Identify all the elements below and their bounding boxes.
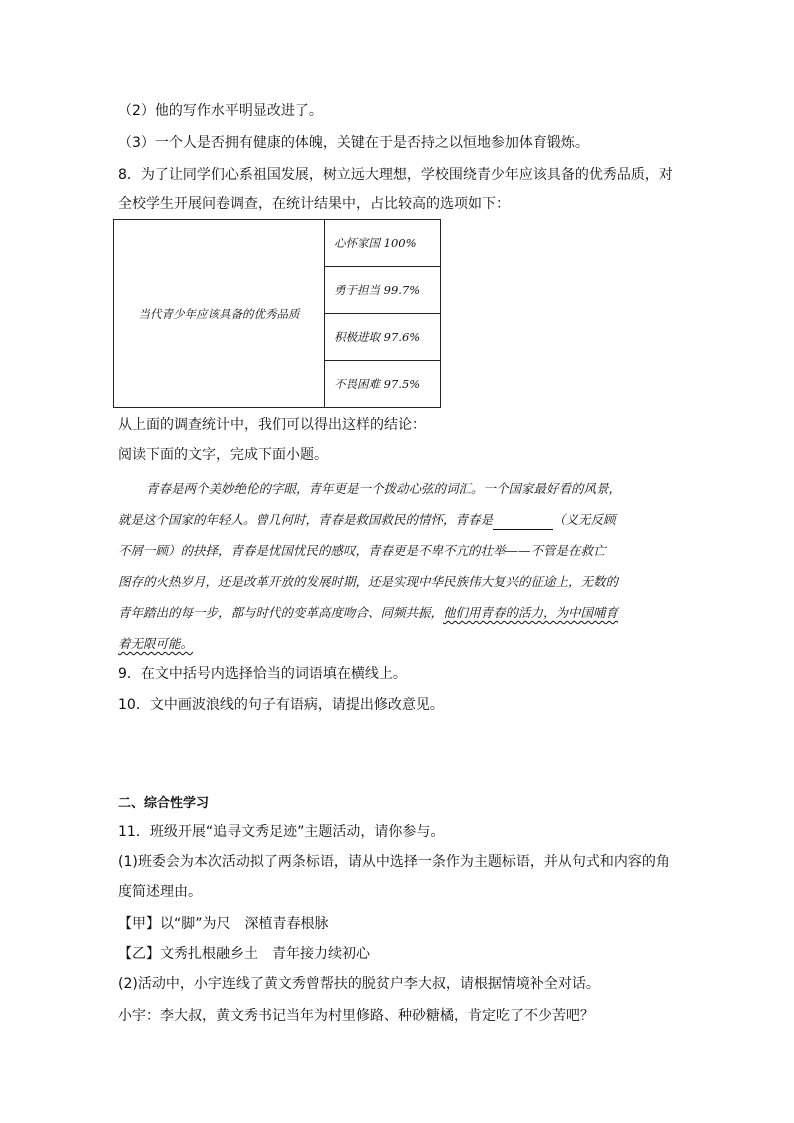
reading-text: （义无反顾	[553, 512, 616, 527]
reading-text: 就是这个国家的年轻人。曾几何时，青春是救国救民的情怀，青春是	[118, 512, 494, 527]
q9-text: 9．在文中括号内选择恰当的词语填在横线上。	[118, 666, 407, 682]
reading-paragraph-line-4: 图存的火热岁月，还是改革开放的发展时期，还是实现中华民族伟大复兴的征途上，无数的	[118, 574, 619, 589]
reading-paragraph-line-5	[118, 603, 618, 623]
survey-table	[113, 219, 441, 408]
q7-item-3: （3）一个人是否拥有健康的体魄，关键在于是否持之以恒地参加体育锻炼。	[118, 135, 589, 151]
reading-paragraph-line-6	[118, 634, 193, 654]
q10-text: 10．文中画波浪线的句子有语病，请提出修改意见。	[118, 697, 444, 713]
survey-option: 积极进取 97.6%	[325, 314, 441, 361]
section-2-title: 二、综合性学习	[118, 796, 210, 811]
reading-text: 青年踏出的每一步，都与时代的变革高度吻合、同频共振，	[118, 605, 444, 620]
q11-text: 11．班级开展“追寻文秀足迹”主题活动，请你参与。	[118, 824, 445, 840]
survey-option: 勇于担当 99.7%	[325, 267, 441, 314]
q8-stem-line-2: 全校学生开展问卷调查，在统计结果中，占比较高的选项如下：	[118, 196, 510, 212]
slogan-jia: 【甲】以“脚”为尺 深植青春根脉	[118, 916, 329, 932]
wavy-underlined-sentence: 着无限可能。	[118, 636, 194, 651]
survey-option: 心怀家国 100%	[325, 220, 441, 267]
q11-2-text: (2)活动中，小宇连线了黄文秀曾帮扶的脱贫户李大叔，请根据情境补全对话。	[118, 976, 600, 992]
q11-1-line-1: (1)班委会为本次活动拟了两条标语，请从中选择一条作为主题标语，并从句式和内容的角	[118, 854, 670, 870]
fill-in-blank[interactable]	[493, 515, 553, 530]
q7-item-2: （2）他的写作水平明显改进了。	[118, 103, 323, 119]
reading-paragraph-line-2	[118, 510, 616, 530]
reading-paragraph-line-1: 青春是两个美妙绝伦的字眼，青年更是一个拨动心弦的词汇。一个国家最好看的风景，	[146, 481, 622, 496]
reading-paragraph-line-3: 不屑一顾）的抉择，青春是忧国忧民的感叹，青春更是不卑不亢的壮举——不管是在救亡	[118, 543, 606, 558]
q8-stem-line-1: 8．为了让同学们心系祖国发展，树立远大理想，学校围绕青少年应该具备的优秀品质，对	[118, 167, 673, 183]
survey-table-header: 当代青少年应该具备的优秀品质	[114, 220, 325, 408]
survey-option: 不畏困难 97.5%	[325, 361, 441, 408]
reading-instruction: 阅读下面的文字，完成下面小题。	[118, 447, 328, 463]
q11-1-line-2: 度简述理由。	[118, 884, 202, 900]
q8-conclusion-prompt: 从上面的调查统计中，我们可以得出这样的结论：	[118, 417, 426, 433]
slogan-yi: 【乙】文秀扎根融乡土 青年接力续初心	[118, 946, 370, 962]
dialog-line: 小宇：李大叔，黄文秀书记当年为村里修路、种砂糖橘，肯定吃了不少苦吧？	[118, 1008, 594, 1024]
wavy-underlined-sentence: 他们用青春的活力，为中国哺育	[443, 605, 619, 620]
